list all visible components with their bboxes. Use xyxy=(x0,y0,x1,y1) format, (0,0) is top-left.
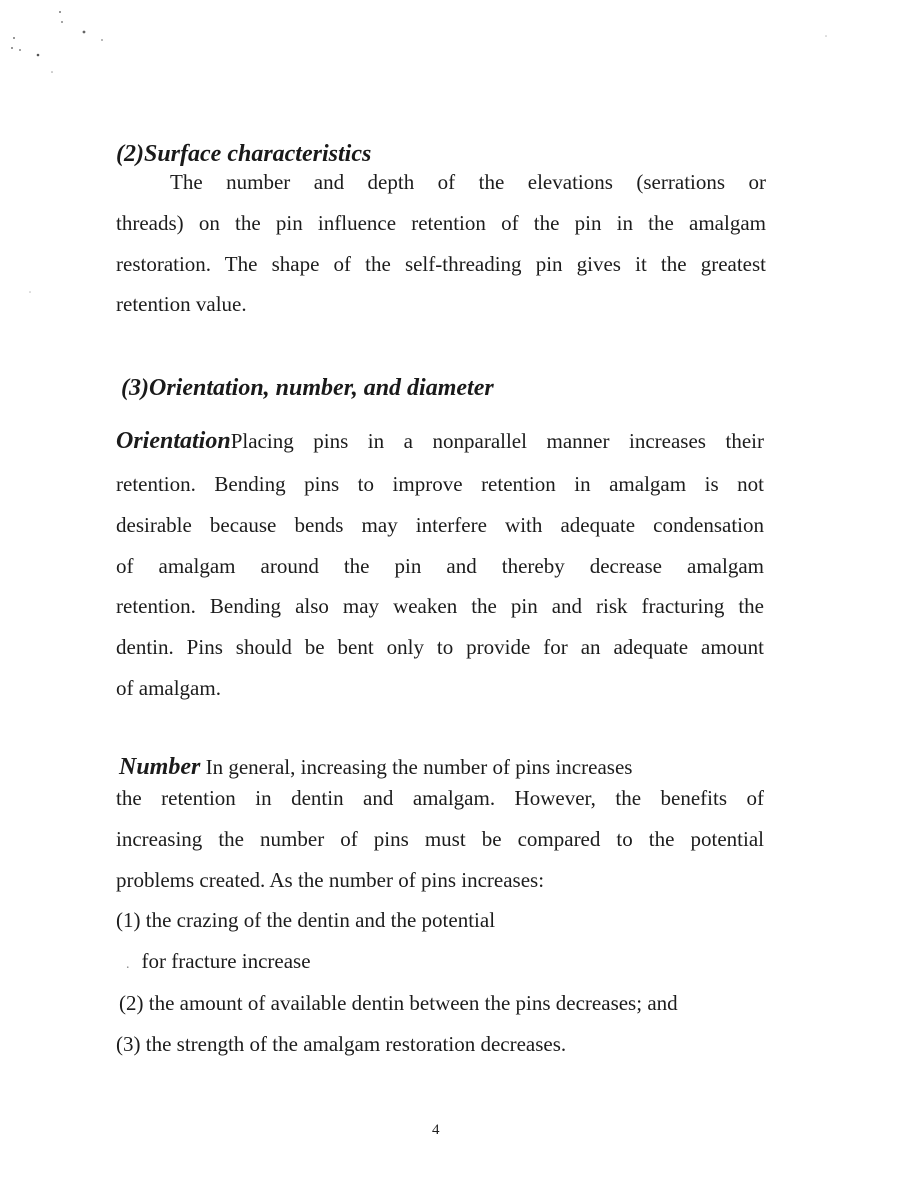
number-line-4: problems created. As the number of pins increases: xyxy=(116,868,545,892)
orientation-line-1 xyxy=(116,428,764,455)
number-line-3: increasing the number of pins must be compared to the potential xyxy=(116,827,764,851)
number-label: Number xyxy=(119,754,201,780)
number-item-1-text: the crazing of the dentin and the potential xyxy=(145,908,496,932)
number-item-3-marker: (3) xyxy=(116,1032,141,1056)
page-number: 4 xyxy=(432,1122,440,1138)
orientation-line-5: retention. Bending also may weaken the pin and risk fracturing the xyxy=(116,594,764,618)
surface-characteristics-heading: (2)Surface characteristics xyxy=(116,141,372,167)
orientation-number-diameter-heading: (3)Orientation, number, and diameter xyxy=(121,375,494,401)
number-item-1-marker: (1) xyxy=(116,908,141,932)
surface-line-2: threads) on the pin influence retention of the pin in the amalgam xyxy=(116,211,766,235)
orientation-line-3: desirable because bends may interfere with adequate condensation xyxy=(116,513,764,537)
number-line-1-text: In general, increasing the number of pins increases xyxy=(205,755,633,779)
number-item-1 xyxy=(116,908,495,933)
surface-line-4: retention value. xyxy=(116,292,247,316)
number-item-2-text: the amount of available dentin between the pins decreases; and xyxy=(148,991,678,1015)
surface-line-1: The number and depth of the elevations (serrations or xyxy=(170,170,766,194)
surface-line-3: restoration. The shape of the self-threading pin gives it the greatest xyxy=(116,252,766,276)
number-item-2-marker: (2) xyxy=(119,991,144,1015)
number-item-1-cont-marker: . xyxy=(126,957,130,972)
orientation-label: Orientation xyxy=(116,428,231,454)
orientation-line-7: of amalgam. xyxy=(116,676,221,700)
orientation-line-4: of amalgam around the pin and thereby decrease amalgam xyxy=(116,554,764,578)
number-item-1-cont-text: for fracture increase xyxy=(141,949,311,973)
orientation-line-1-text: Placing pins in a nonparallel manner increases their xyxy=(230,429,764,453)
number-line-2: the retention in dentin and amalgam. However, the benefits of xyxy=(116,786,764,810)
orientation-line-2: retention. Bending pins to improve retention in amalgam is not xyxy=(116,472,764,496)
number-item-2 xyxy=(119,991,678,1016)
number-line-1 xyxy=(119,754,739,781)
number-item-3 xyxy=(116,1032,566,1057)
number-item-3-text: the strength of the amalgam restoration decreases. xyxy=(145,1032,567,1056)
number-item-1-continuation xyxy=(126,949,311,974)
orientation-line-6: dentin. Pins should be bent only to provide for an adequate amount xyxy=(116,635,764,659)
